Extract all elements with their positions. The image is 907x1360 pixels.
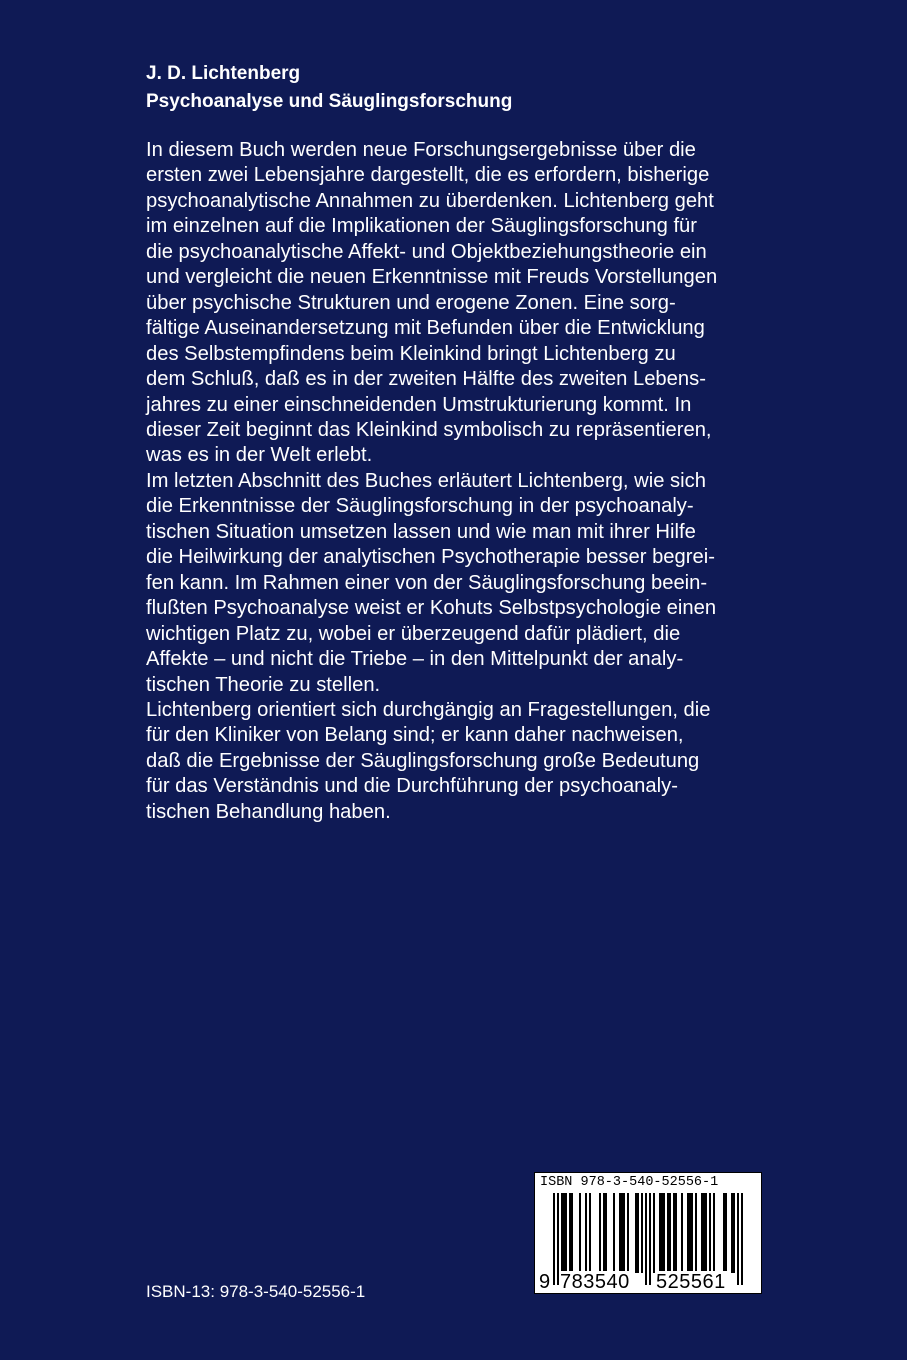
barcode-bar [571,1193,573,1273]
barcode-bar [687,1193,689,1273]
barcode-bar [589,1193,591,1273]
barcode-bar [623,1193,625,1273]
barcode-bar [703,1193,705,1273]
barcode-bar [637,1193,639,1273]
barcode-bar [723,1193,725,1273]
header [146,60,806,116]
text-line: tischen Behandlung haben. [146,800,391,823]
barcode-bar [605,1193,607,1273]
barcode-digits-left: 783540 [560,1271,630,1293]
text-line: jahres zu einer einschneidenden Umstrukturierung kommt. In [146,393,692,416]
barcode-bar [733,1193,735,1273]
blurb-text [146,138,806,825]
barcode-bar [579,1193,581,1273]
barcode-bar [641,1193,643,1273]
barcode-bar [689,1193,691,1273]
barcode-bar [705,1193,707,1273]
barcode-bar [669,1193,671,1273]
barcode-bar [675,1193,677,1273]
barcode-digit-first: 9 [539,1271,551,1293]
text-line: tischen Theorie zu stellen. [146,673,381,696]
barcode-bar [603,1193,605,1273]
text-line: dieser Zeit beginnt das Kleinkind symbolisch zu repräsentieren, [146,418,712,441]
barcode-bar [663,1193,665,1273]
barcode-bar [731,1193,733,1273]
barcode-bar [619,1193,621,1273]
barcode-bar [563,1193,565,1273]
barcode-digits [535,1271,761,1293]
book-title: Psychoanalyse und Säuglingsforschung [146,91,513,112]
barcode-bar [627,1193,629,1273]
text-line: für das Verständnis und die Durchführung der psychoanaly- [146,775,678,798]
text-line: wichtigen Platz zu, wobei er überzeugend dafür plädiert, die [146,622,681,645]
barcode-digits-right: 525561 [656,1271,726,1293]
text-line: über psychische Strukturen und erogene Zonen. Eine sorg- [146,291,676,314]
barcode-bar [673,1193,675,1273]
barcode-bar [585,1193,587,1273]
text-line: die Erkenntnisse der Säuglingsforschung in der psychoanaly- [146,495,694,518]
text-line: fältige Auseinandersetzung mit Befunden über die Entwicklung [146,317,705,340]
text-line: tischen Situation umsetzen lassen und wie man mit ihrer Hilfe [146,520,696,543]
barcode-bar [725,1193,727,1273]
barcode-bar [659,1193,661,1273]
text-line: dem Schluß, daß es in der zweiten Hälfte des zweiten Lebens- [146,368,706,391]
barcode-bar [709,1193,711,1273]
barcode-bar [661,1193,663,1273]
barcode-bar [621,1193,623,1273]
barcode-bar [667,1193,669,1273]
text-line: Lichtenberg orientiert sich durchgängig an Fragestellungen, die [146,698,711,721]
barcode-bar [565,1193,567,1273]
text-line: die Heilwirkung der analytischen Psychotherapie besser begrei- [146,546,715,569]
text-line: und vergleicht die neuen Erkenntnisse mit Freuds Vorstellungen [146,266,718,289]
text-line: psychoanalytische Annahmen zu überdenken. Lichtenberg geht [146,189,714,212]
barcode-bar [561,1193,563,1273]
text-line: In diesem Buch werden neue Forschungsergebnisse über die [146,139,696,161]
text-line: die psychoanalytische Affekt- und Objektbeziehungstheorie ein [146,240,707,263]
text-line: Im letzten Abschnitt des Buches erläutert Lichtenberg, wie sich [146,469,706,492]
barcode-bar [713,1193,715,1273]
text-line: für den Kliniker von Belang sind; er kann daher nachweisen, [146,724,684,747]
author-name: J. D. Lichtenberg [146,63,301,84]
text-line: daß die Ergebnisse der Säuglingsforschung große Bedeutung [146,749,700,772]
barcode-bar [681,1193,683,1273]
text-line: Affekte – und nicht die Triebe – in den Mittelpunkt der analy- [146,648,684,671]
barcode-bar [695,1193,697,1273]
barcode-isbn-label: ISBN 978-3-540-52556-1 [540,1175,719,1190]
barcode-panel [534,1172,762,1294]
text-line: des Selbstempfindens beim Kleinkind bringt Lichtenberg zu [146,342,676,365]
text-line: fen kann. Im Rahmen einer von der Säuglingsforschung beein- [146,571,708,594]
barcode-bar [613,1193,615,1273]
text-line: flußten Psychoanalyse weist er Kohuts Selbstpsychologie einen [146,597,717,620]
isbn-13-label: ISBN-13: 978-3-540-52556-1 [146,1282,366,1301]
text-line: im einzelnen auf die Implikationen der Säuglingsforschung für [146,215,697,238]
barcode-bar [635,1193,637,1273]
barcode-bar [691,1193,693,1273]
barcode-bar [653,1193,655,1273]
text-line: ersten zwei Lebensjahre dargestellt, die es erfordern, bisherige [146,164,710,187]
barcode-bar [701,1193,703,1273]
barcode-bar [599,1193,601,1273]
text-line: was es in der Welt erlebt. [146,444,373,467]
barcode-bar [569,1193,571,1273]
